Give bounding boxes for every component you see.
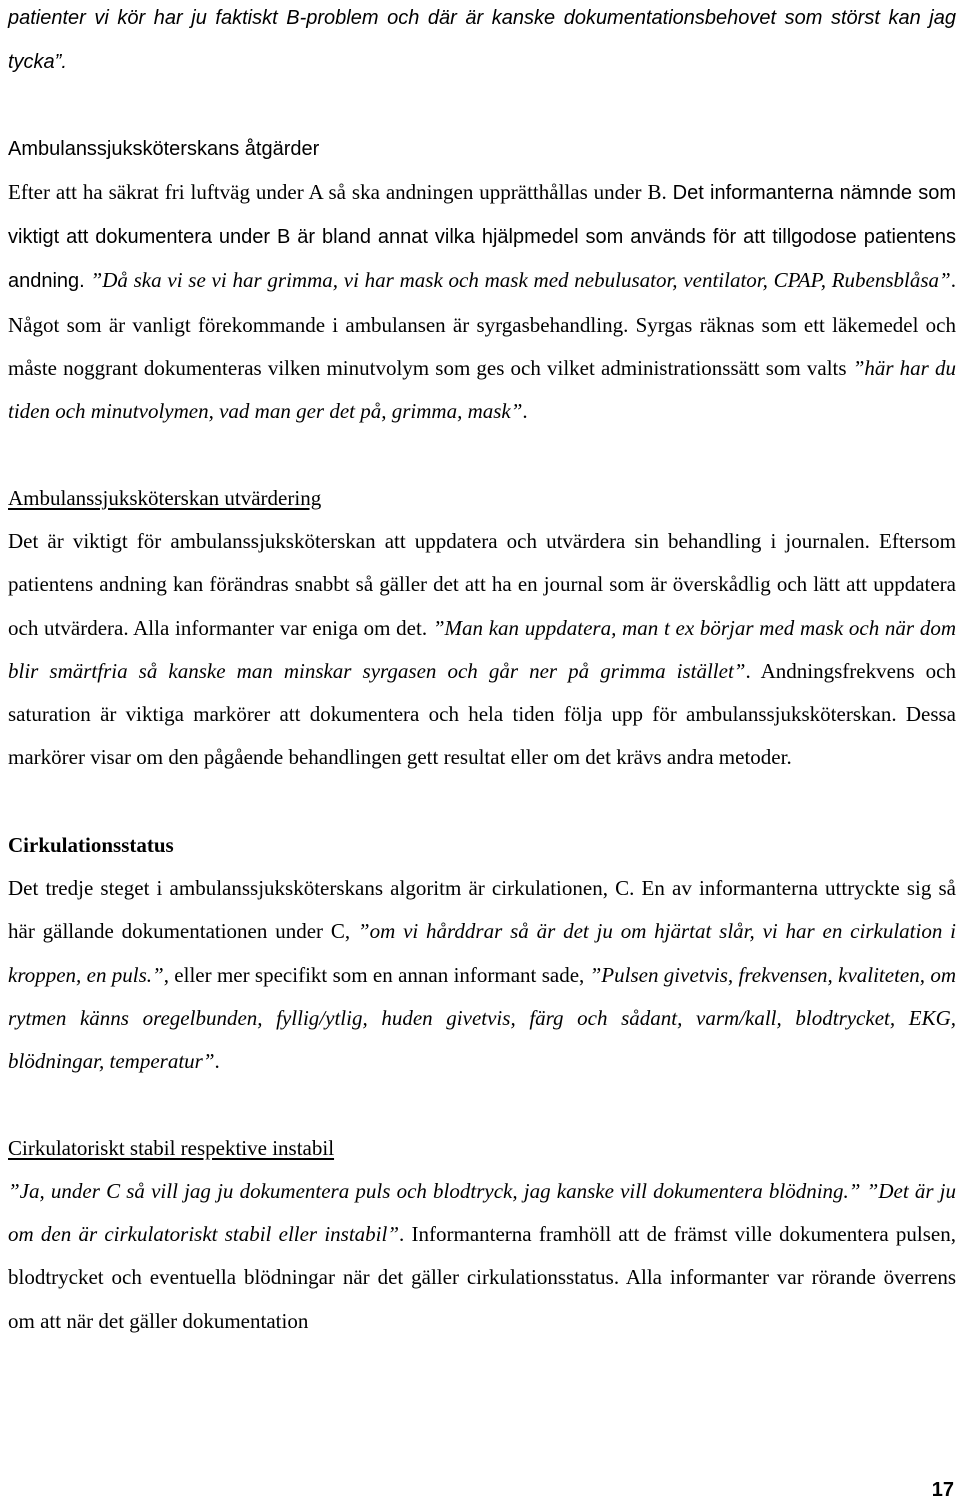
spacer [8, 85, 956, 128]
paragraph-atgarder: Efter att ha säkrat fri luftväg under A så ska andningen upprätthållas under B. Det informanterna nämnde som viktigt att dokumentera under B är bland annat vilka hjälpmedel som används för att tillgodose patientens andning. ”Då ska vi se vi har grimma, vi har mask och mask med nebulusator, ventilator, CPAP, Rubensblåsa”. Något som är vanligt förekommande i ambulansen är syrgasbehandling. Syrgas räknas som ett läkemedel och måste noggrant dokumenteras vilken minutvolym som ges och vilket administrationssätt som valts ”här har du tiden och minutvolymen, vad man ger det på, grimma, mask”. [8, 179, 956, 424]
spacer [8, 434, 956, 477]
quote: patienter vi kör har ju faktiskt B-problem och där är kanske dokumentationsbehovet som störst kan jag tycka”. [8, 7, 956, 74]
document-page [8, 0, 956, 1343]
heading-cirkulationsstatus: Cirkulationsstatus [8, 832, 174, 857]
spacer [8, 780, 956, 824]
paragraph-cirkulationsstatus: Det tredje steget i ambulanssjuksköterskans algoritm är cirkulationen, C. En av informanterna uttryckte sig så här gällande dokumentationen under C, ”om vi hårddrar så är det ju om hjärtat slår, vi har en cirkulation i kroppen, en puls.”, eller mer specifikt som en annan informant sade, ”Pulsen givetvis, frekvensen, kvaliteten, om rytmen känns oregelbunden, fyllig/ytlig, huden givetvis, färg och sådant, varm/kall, blodtrycket, EKG, blödningar, temperatur”. [8, 876, 956, 1074]
heading-atgarder: Ambulanssjuksköterskans åtgärder [8, 137, 320, 160]
spacer [8, 1084, 956, 1127]
heading-stabil-instabil: Cirkulatoriskt stabil respektive instabil [8, 1135, 335, 1160]
heading-utvardering: Ambulanssjuksköterskan utvärdering [8, 485, 322, 510]
page-number: 17 [931, 1479, 954, 1501]
paragraph-utvardering: Det är viktigt för ambulanssjuksköterskan att uppdatera och utvärdera sin behandling i journalen. Eftersom patientens andning kan förändras snabbt så gäller det att ha en journal som är överskådlig och lätt att uppdatera och utvärdera. Alla informanter var eniga om det. ”Man kan uppdatera, man t ex börjar med mask och när dom blir smärtfria så kanske man minskar syrgasen och går ner på grimma istället”. Andningsfrekvens och saturation är viktiga markörer att dokumentera och hela tiden följa upp för ambulanssjuksköterskan. Dessa markörer visar om den pågående behandlingen gett resultat eller om det krävs andra metoder. [8, 528, 956, 770]
paragraph-intro [8, 0, 956, 85]
paragraph-stabil-instabil: ”Ja, under C så vill jag ju dokumentera puls och blodtryck, jag kanske vill dokumentera blödning.” ”Det är ju om den är cirkulatoriskt stabil eller instabil”. Informanterna framhöll att de främst ville dokumentera pulsen, blodtrycket och eventuella blödningar när det gäller cirkulationsstatus. Alla informanter var rörande överrens om att när det gäller dokumentation [8, 1178, 956, 1333]
